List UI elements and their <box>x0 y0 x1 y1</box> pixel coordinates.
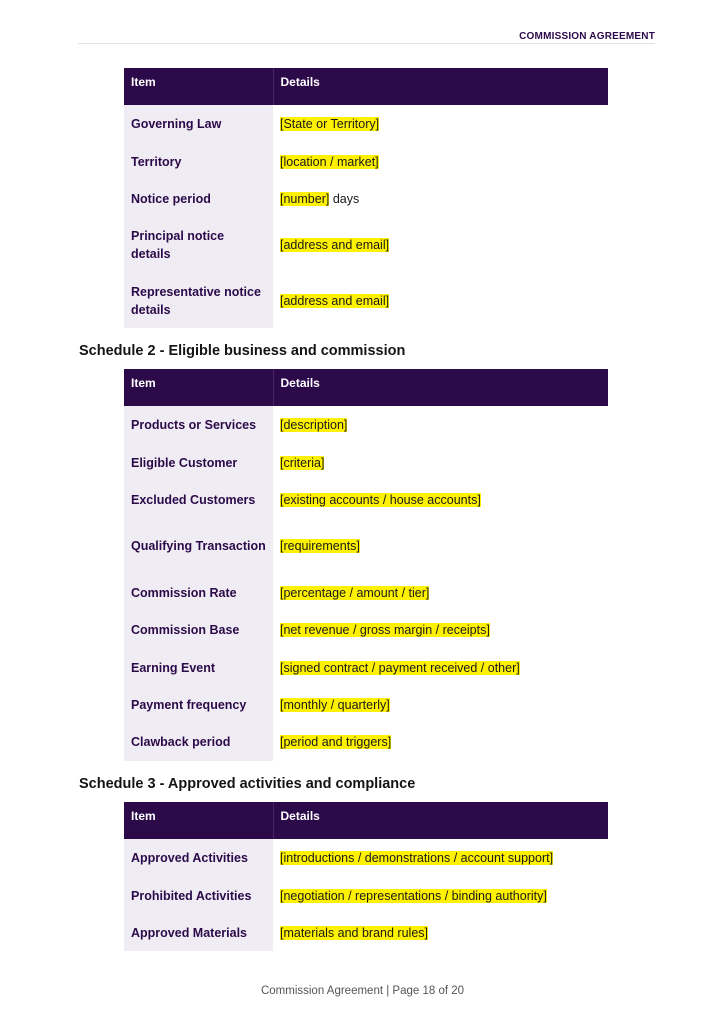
table-row <box>124 143 608 180</box>
column-header-item: Item <box>124 68 273 105</box>
row-detail <box>273 105 608 143</box>
table-header-row <box>124 369 608 406</box>
row-detail <box>273 686 608 723</box>
table-row <box>124 105 608 143</box>
row-item-label: Clawback period <box>124 723 273 761</box>
row-detail <box>273 877 608 914</box>
row-detail <box>273 180 608 217</box>
row-item-label: Principal notice details <box>124 217 273 273</box>
schedule-3-table <box>124 802 608 951</box>
placeholder-highlight: [signed contract / payment received / other] <box>280 660 520 675</box>
row-item-label: Payment frequency <box>124 686 273 723</box>
row-detail <box>273 914 608 951</box>
row-detail <box>273 611 608 649</box>
row-item-label: Approved Materials <box>124 914 273 951</box>
row-detail <box>273 649 608 686</box>
table-row <box>124 914 608 951</box>
row-item-label: Notice period <box>124 180 273 217</box>
table-row <box>124 481 608 518</box>
placeholder-highlight: [State or Territory] <box>280 117 380 131</box>
placeholder-highlight: [location / market] <box>280 154 379 169</box>
column-header-item: Item <box>124 369 273 406</box>
row-item-label: Territory <box>124 143 273 180</box>
placeholder-highlight: [address and email] <box>280 238 390 252</box>
row-item-label: Representative notice details <box>124 273 273 328</box>
table-row <box>124 686 608 723</box>
table-row <box>124 574 608 611</box>
row-item-label: Qualifying Transaction <box>124 518 273 574</box>
schedule-1-table <box>124 68 608 328</box>
placeholder-highlight: [number] <box>280 191 330 206</box>
table-row <box>124 723 608 761</box>
placeholder-highlight: [materials and brand rules] <box>280 925 428 940</box>
table-row <box>124 444 608 481</box>
row-detail <box>273 406 608 444</box>
table-row <box>124 273 608 328</box>
placeholder-highlight: [monthly / quarterly] <box>280 697 390 712</box>
table-row <box>124 217 608 273</box>
schedule-3-title: Schedule 3 - Approved activities and compliance <box>79 776 416 792</box>
table-row <box>124 180 608 217</box>
page-header <box>78 26 655 44</box>
page-footer: Commission Agreement | Page 18 of 20 <box>260 985 465 997</box>
detail-suffix: days <box>329 191 360 206</box>
column-header-details: Details <box>273 369 608 406</box>
row-detail <box>273 217 608 273</box>
row-detail <box>273 444 608 481</box>
placeholder-highlight: [percentage / amount / tier] <box>280 585 430 600</box>
row-detail <box>273 143 608 180</box>
placeholder-highlight: [existing accounts / house accounts] <box>280 492 481 507</box>
row-item-label: Eligible Customer <box>124 444 273 481</box>
placeholder-highlight: [net revenue / gross margin / receipts] <box>280 623 490 637</box>
row-detail <box>273 574 608 611</box>
row-item-label: Governing Law <box>124 105 273 143</box>
row-item-label: Products or Services <box>124 406 273 444</box>
row-detail <box>273 839 608 877</box>
placeholder-highlight: [introductions / demonstrations / account support] <box>280 851 554 865</box>
row-item-label: Earning Event <box>124 649 273 686</box>
placeholder-highlight: [address and email] <box>280 293 390 308</box>
column-header-details: Details <box>273 68 608 105</box>
schedule-2-title: Schedule 2 - Eligible business and commission <box>79 343 406 359</box>
table-row <box>124 518 608 574</box>
table-row <box>124 649 608 686</box>
table-header-row <box>124 802 608 839</box>
row-detail <box>273 481 608 518</box>
table-row <box>124 839 608 877</box>
table-row <box>124 611 608 649</box>
row-detail <box>273 273 608 328</box>
placeholder-highlight: [description] <box>280 418 348 432</box>
row-item-label: Commission Base <box>124 611 273 649</box>
placeholder-highlight: [period and triggers] <box>280 735 392 749</box>
row-item-label: Excluded Customers <box>124 481 273 518</box>
row-detail <box>273 723 608 761</box>
placeholder-highlight: [negotiation / representations / binding authority] <box>280 888 547 903</box>
column-header-item: Item <box>124 802 273 839</box>
row-detail <box>273 518 608 574</box>
row-item-label: Prohibited Activities <box>124 877 273 914</box>
placeholder-highlight: [criteria] <box>280 455 325 470</box>
table-header-row <box>124 68 608 105</box>
table-row <box>124 406 608 444</box>
schedule-2-table <box>124 369 608 761</box>
placeholder-highlight: [requirements] <box>280 539 360 553</box>
row-item-label: Approved Activities <box>124 839 273 877</box>
row-item-label: Commission Rate <box>124 574 273 611</box>
header-title: COMMISSION AGREEMENT <box>519 31 655 42</box>
column-header-details: Details <box>273 802 608 839</box>
table-row <box>124 877 608 914</box>
